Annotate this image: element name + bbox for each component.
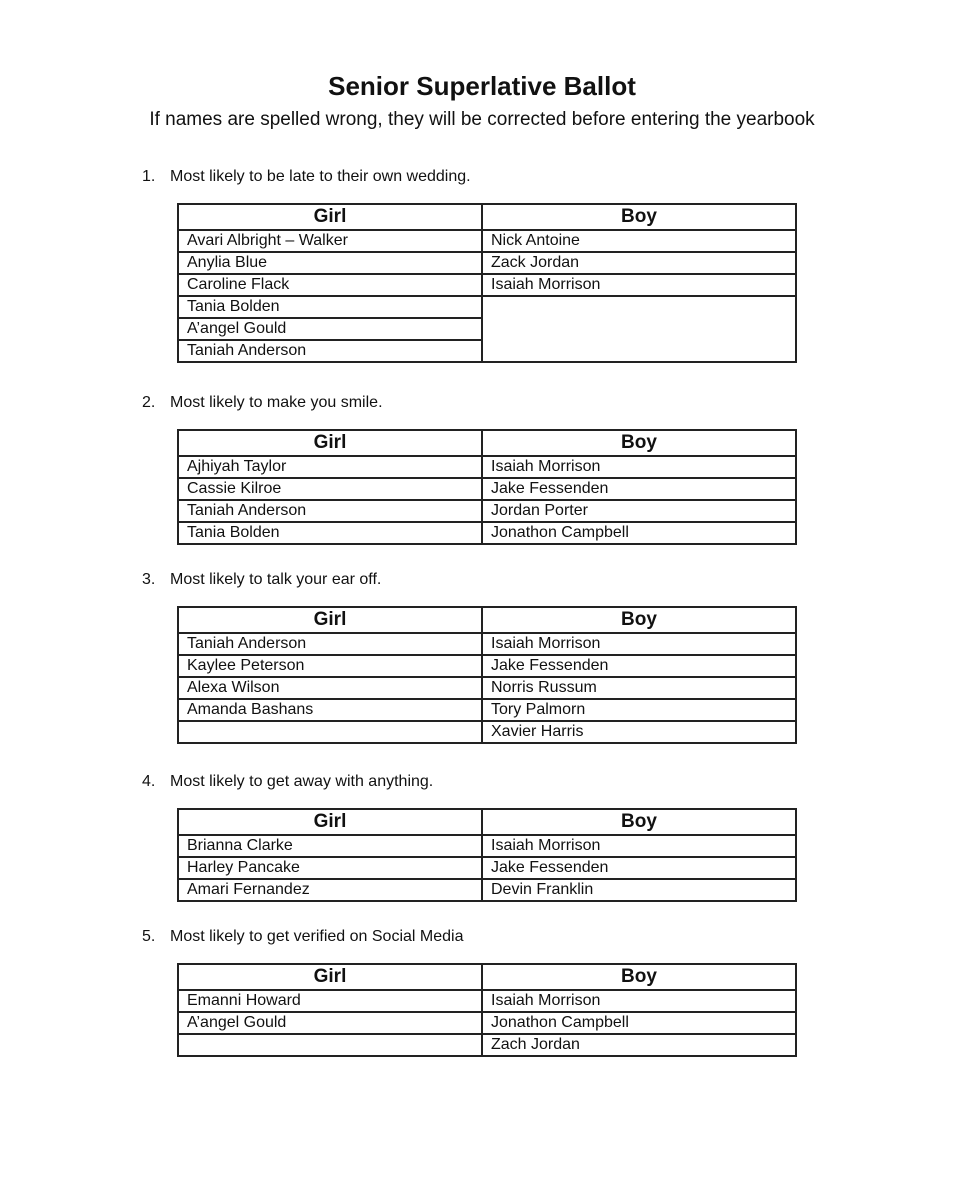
table-row (178, 699, 796, 721)
empty-cell (482, 296, 796, 318)
empty-cell (178, 1034, 482, 1056)
boy-nominee: Devin Franklin (482, 879, 796, 901)
boy-nominee: Jonathon Campbell (482, 522, 796, 544)
boy-nominee: Jake Fessenden (482, 857, 796, 879)
girl-nominee: Anylia Blue (178, 252, 482, 274)
girl-nominee: Taniah Anderson (178, 633, 482, 655)
question-text: Most likely to make you smile. (170, 394, 383, 411)
column-header-boy: Boy (482, 964, 796, 990)
column-header-girl: Girl (178, 204, 482, 230)
empty-cell (482, 340, 796, 362)
girl-nominee: Cassie Kilroe (178, 478, 482, 500)
question-5 (142, 926, 463, 948)
page-subtitle: If names are spelled wrong, they will be corrected before entering the yearbook (149, 109, 815, 130)
nominee-table-5 (177, 963, 797, 1057)
boy-nominee: Norris Russum (482, 677, 796, 699)
girl-nominee: Caroline Flack (178, 274, 482, 296)
table-row (178, 677, 796, 699)
question-number: 2. (142, 394, 156, 411)
question-number: 5. (142, 928, 156, 945)
girl-nominee: Kaylee Peterson (178, 655, 482, 677)
empty-cell (178, 721, 482, 743)
girl-nominee: A’angel Gould (178, 318, 482, 340)
girl-nominee: Amari Fernandez (178, 879, 482, 901)
girl-nominee: Tania Bolden (178, 522, 482, 544)
boy-nominee: Tory Palmorn (482, 699, 796, 721)
page-title: Senior Superlative Ballot (328, 71, 636, 101)
girl-nominee: Harley Pancake (178, 857, 482, 879)
boy-nominee: Isaiah Morrison (482, 456, 796, 478)
table-row (178, 1034, 796, 1056)
table-row (178, 990, 796, 1012)
boy-nominee: Jake Fessenden (482, 655, 796, 677)
column-header-girl: Girl (178, 430, 482, 456)
boy-nominee: Isaiah Morrison (482, 633, 796, 655)
table-row (178, 633, 796, 655)
table-row (178, 857, 796, 879)
boy-nominee: Zack Jordan (482, 252, 796, 274)
table-row (178, 252, 796, 274)
question-number: 3. (142, 571, 156, 588)
table-row (178, 1012, 796, 1034)
question-3 (142, 569, 381, 591)
girl-nominee: Taniah Anderson (178, 340, 482, 362)
nominee-table-1 (177, 203, 797, 363)
boy-nominee: Jordan Porter (482, 500, 796, 522)
question-number: 1. (142, 168, 156, 185)
boy-nominee: Jake Fessenden (482, 478, 796, 500)
table-row (178, 721, 796, 743)
column-header-girl: Girl (178, 964, 482, 990)
boy-nominee: Isaiah Morrison (482, 835, 796, 857)
table-row (178, 522, 796, 544)
column-header-boy: Boy (482, 430, 796, 456)
boy-nominee: Zach Jordan (482, 1034, 796, 1056)
boy-nominee: Jonathon Campbell (482, 1012, 796, 1034)
column-header-boy: Boy (482, 607, 796, 633)
question-text: Most likely to get away with anything. (170, 773, 434, 790)
nominee-table-2 (177, 429, 797, 545)
table-row (178, 835, 796, 857)
table-row (178, 274, 796, 296)
nominee-table-4 (177, 808, 797, 902)
column-header-boy: Boy (482, 809, 796, 835)
question-text: Most likely to be late to their own wedding. (170, 168, 471, 185)
nominee-table-3 (177, 606, 797, 744)
table-row (178, 655, 796, 677)
table-row (178, 230, 796, 252)
question-text: Most likely to get verified on Social Media (170, 928, 464, 945)
column-header-girl: Girl (178, 809, 482, 835)
question-4 (142, 771, 433, 793)
table-row (178, 456, 796, 478)
table-row (178, 318, 796, 340)
empty-cell (482, 318, 796, 340)
boy-nominee: Nick Antoine (482, 230, 796, 252)
boy-nominee: Isaiah Morrison (482, 274, 796, 296)
question-text: Most likely to talk your ear off. (170, 571, 382, 588)
boy-nominee: Xavier Harris (482, 721, 796, 743)
girl-nominee: Ajhiyah Taylor (178, 456, 482, 478)
girl-nominee: Avari Albright – Walker (178, 230, 482, 252)
boy-nominee: Isaiah Morrison (482, 990, 796, 1012)
girl-nominee: Alexa Wilson (178, 677, 482, 699)
question-1 (142, 166, 471, 188)
girl-nominee: A’angel Gould (178, 1012, 482, 1034)
question-number: 4. (142, 773, 156, 790)
table-row (178, 500, 796, 522)
girl-nominee: Taniah Anderson (178, 500, 482, 522)
column-header-boy: Boy (482, 204, 796, 230)
girl-nominee: Amanda Bashans (178, 699, 482, 721)
table-row (178, 478, 796, 500)
table-row (178, 296, 796, 318)
table-row (178, 340, 796, 362)
question-2 (142, 392, 383, 414)
table-row (178, 879, 796, 901)
girl-nominee: Emanni Howard (178, 990, 482, 1012)
column-header-girl: Girl (178, 607, 482, 633)
girl-nominee: Brianna Clarke (178, 835, 482, 857)
girl-nominee: Tania Bolden (178, 296, 482, 318)
